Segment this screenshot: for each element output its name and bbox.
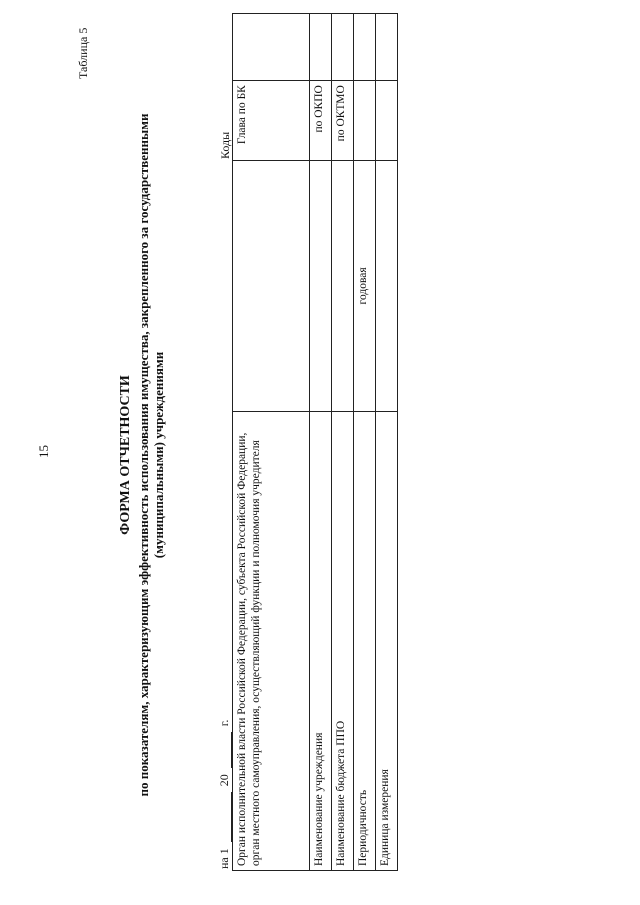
row-value — [233, 161, 310, 411]
code-name: Глава по БК — [233, 81, 310, 161]
code-value — [233, 14, 310, 81]
row-value: годовая — [354, 161, 376, 411]
date-year-blank — [219, 732, 232, 768]
row-label: Единица измерения — [376, 411, 398, 870]
code-value — [376, 14, 398, 81]
code-name — [376, 81, 398, 161]
table-row — [233, 14, 310, 871]
form-title-main: ФОРМА ОТЧЕТНОСТИ — [118, 375, 133, 535]
form-subtitle-line1: по показателям, характеризующим эффективность использования имущества, закрепленного за государственными — [136, 113, 151, 797]
code-name: по ОКТМО — [332, 81, 354, 161]
form-subtitle-line2: (муниципальными) учреждениями — [151, 351, 166, 559]
row-label: Орган исполнительной власти Российской Федерации, субъекта Российской Федерации, орган местного самоуправления, осуществляющий функции и полномочия учредителя — [233, 411, 310, 870]
code-name — [354, 81, 376, 161]
table-row — [376, 14, 398, 871]
row-value — [332, 161, 354, 411]
date-day-blank — [219, 792, 232, 842]
row-value — [376, 161, 398, 411]
code-name: по ОКПО — [310, 81, 332, 161]
row-label: Периодичность — [354, 411, 376, 870]
code-value — [310, 14, 332, 81]
row-label: Наименование бюджета ППО — [332, 411, 354, 870]
code-value — [354, 14, 376, 81]
report-header-table — [232, 13, 398, 871]
date-year-prefix: 20 — [217, 774, 231, 787]
table-row — [332, 14, 354, 871]
date-prefix: на 1 — [217, 848, 231, 869]
code-value — [332, 14, 354, 81]
table-number: Таблица 5 — [76, 27, 90, 79]
report-date-line — [217, 720, 232, 869]
date-suffix: г. — [217, 719, 231, 727]
row-value — [310, 161, 332, 411]
row-label: Наименование учреждения — [310, 411, 332, 870]
form-title — [118, 65, 166, 845]
codes-header: Коды — [218, 131, 232, 159]
table-row — [354, 14, 376, 871]
page-number: 15 — [36, 445, 51, 458]
table-row — [310, 14, 332, 871]
